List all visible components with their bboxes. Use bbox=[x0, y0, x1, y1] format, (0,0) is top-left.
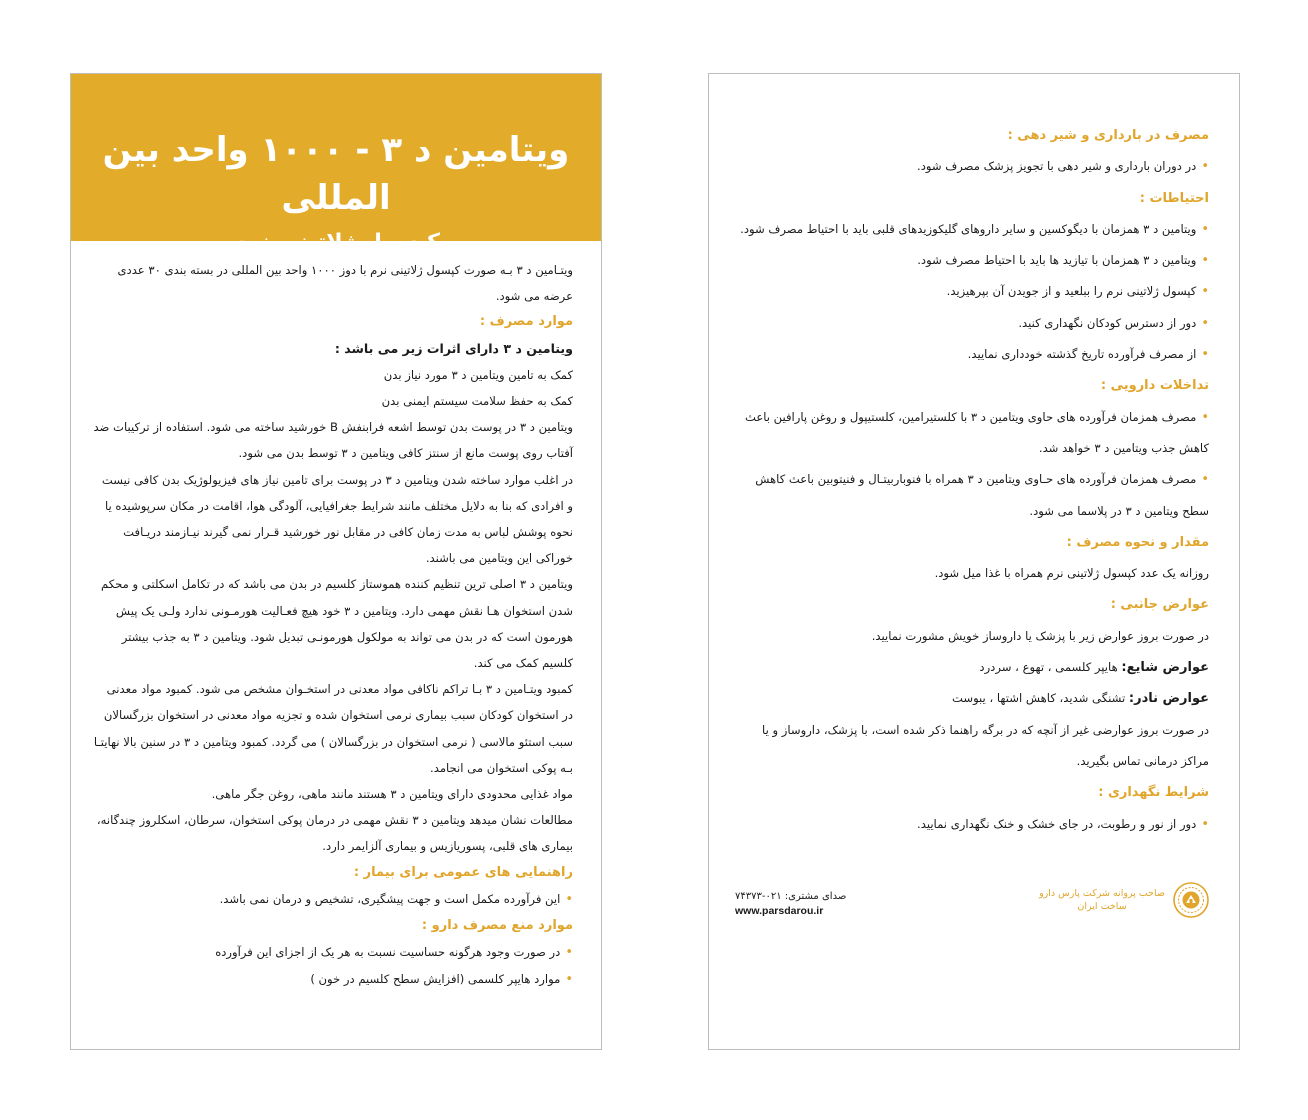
title-banner bbox=[71, 74, 601, 255]
bullet-item: • در دوران بارداری و شیر دهی با تجویز پزشک مصرف شود. bbox=[735, 151, 1209, 182]
bullet-item: • دور از نور و رطوبت، در جای خشک و خنک نگهداری نمایید. bbox=[735, 809, 1209, 840]
section-heading: احتیاطات : bbox=[1139, 190, 1209, 206]
section-heading: موارد مصرف : bbox=[479, 314, 573, 330]
bullet-item: • در صورت وجود هرگونه حساسیت نسبت به هر یک از اجزای این فرآورده bbox=[93, 939, 573, 966]
body-paragraph: مواد غذایی محدودی دارای ویتامین د ۳ هستند مانند ماهی، روغن جگر ماهی. bbox=[211, 787, 573, 802]
leaflet-right-page bbox=[708, 73, 1240, 1050]
bullet-item: • مصرف همزمان فرآورده های حـاوی ویتامین د ۳ همراه با فنوباربیتـال و فنیتوبین باعث کاهش سطح ویتامین د ۳ در پلاسما می شود. bbox=[735, 464, 1209, 527]
body-paragraph: کمک به حفظ سلامت سیستم ایمنی بدن bbox=[381, 394, 573, 409]
body-paragraph: کمبود ویتـامین د ۳ بـا تراکم ناکافی مواد معدنی در استخـوان مشخص می شود. کمبود مواد معدنی در استخوان کودکان سبب بیماری نرمی استخوان شده و تجزیه مواد معدنی در استخوان بزرگسالان سبب استئو مالاسی ( نرمی استخوان در بزرگسالان ) می گردد. کمبود ویتامین د ۳ در سنین بالا نهایتـا بـه پوکی استخوان می انجامد. bbox=[93, 682, 573, 775]
side-effect-label: عوارض نادر: bbox=[1128, 691, 1209, 707]
section-heading: مقدار و نحوه مصرف : bbox=[1066, 534, 1209, 550]
body-paragraph: در صورت بروز عوارض زیر با پزشک یا داروساز خویش مشورت نمایید. bbox=[871, 628, 1209, 643]
contact-info bbox=[735, 890, 846, 918]
bullet-item: • این فرآورده مکمل است و جهت پیشگیری، تشخیص و درمان نمی باشد. bbox=[93, 886, 573, 913]
side-effect-line bbox=[735, 652, 1209, 683]
customer-phone: صدای مشتری: ۰۲۱-۷۴۳۷۳ bbox=[735, 891, 847, 902]
manufacturer-brand bbox=[1039, 882, 1209, 918]
body-paragraph: در اغلب موارد ساخته شدن ویتامین د ۳ در پوست برای تامین نیاز های فیزیولوژیک بدن کافی نیست و افرادی که بنا به دلایل مختلف مانند شرایط جغرافیایی، آلودگی هوا، اقامت در مکان سرپوشیده یا نحوه پوشش لباس به مدت زمان کافی در مقابل نور خورشید قـرار نمی گیرند نیـازمند دریـافت خوراکی این ویتامین می باشند. bbox=[101, 472, 573, 566]
section-lead: ویتامین د ۳ دارای اثرات زیر می باشد : bbox=[334, 340, 573, 356]
body-paragraph: ویتامین د ۳ اصلی ترین تنظیم کننده هموستاز کلسیم در بدن می باشد که در تکامل اسکلتی و محکم شدن استخوان هـا نقش مهمی دارد. ویتامین د ۳ خود هیچ فعـالیت هورمـونی ندارد ولـی یک پیش هورمون است که در بدن می تواند به مولکول هورمونـی تبدیل شود. ویتامین د ۳ به جذب بیشتر کلسیم کمک می کند. bbox=[101, 577, 573, 671]
body-paragraph: در صورت بروز عوارضی غیر از آنچه که در برگه راهنما ذکر شده است، با پزشک، داروساز و یا مراکز درمانی تماس بگیرید. bbox=[762, 722, 1209, 768]
body-paragraph: روزانه یک عدد کپسول ژلاتینی نرم همراه با غذا میل شود. bbox=[934, 566, 1209, 581]
section-heading: راهنمایی های عمومی برای بیمار : bbox=[353, 864, 573, 880]
product-title: ویتامین د ۳ - ۱۰۰۰ واحد بین المللی bbox=[102, 130, 570, 218]
left-body-text bbox=[71, 241, 601, 994]
bullet-item: • ویتامین د ۳ همزمان با تیازید ها باید با احتیاط مصرف شود. bbox=[735, 245, 1209, 276]
body-paragraph: ویتامین د ۳ در پوست بدن توسط اشعه فرابنفش B خورشید ساخته می شود. استفاده از ترکیبات ضد آفتاب روی پوست مانع از سنتز کافی ویتامین د ۳ توسط بدن می شود. bbox=[93, 420, 573, 461]
side-effect-text: هایپر کلسمی ، تهوع ، سردرد bbox=[979, 660, 1118, 675]
body-paragraph: مطالعات نشان میدهد ویتامین د ۳ نقش مهمی در درمان پوکی استخوان، سرطان، اسکلروز چندگانه، بیماری های قلبی، پسوریازیس و بیماری آلزایمر دارد. bbox=[96, 813, 573, 854]
bullet-item: • موارد هایپر کلسمی (افزایش سطح کلسیم در خون ) bbox=[93, 966, 573, 993]
bullet-item: • کپسول ژلاتینی نرم را ببلعید و از جویدن آن بپرهیزید. bbox=[735, 276, 1209, 307]
product-subtitle: کپسول ژلاتینی نرم bbox=[232, 230, 440, 255]
website-link[interactable]: www.parsdarou.ir bbox=[735, 905, 824, 917]
section-heading: عوارض جانبی : bbox=[1110, 597, 1209, 613]
side-effect-line bbox=[735, 683, 1209, 714]
manufacturer-name: صاحب پروانه شرکت پارس دارو bbox=[1039, 888, 1165, 899]
bullet-item: • مصرف همزمان فرآورده های حاوی ویتامین د ۳ با کلستیرامین، کلستیپول و روغن پارافین باعث کاهش جذب ویتامین د ۳ خواهد شد. bbox=[735, 402, 1209, 465]
section-heading: مصرف در بارداری و شیر دهی : bbox=[1007, 128, 1209, 143]
section-heading: شرایط نگهداری : bbox=[1098, 785, 1209, 801]
leaflet-footer bbox=[735, 882, 1209, 926]
body-paragraph: ویتـامین د ۳ بـه صورت کپسول ژلاتینی نرم با دوز ۱۰۰۰ واحد بین المللی در بسته بندی ۳۰ عددی عرضه می شود. bbox=[117, 263, 573, 304]
right-body-text bbox=[709, 74, 1239, 840]
leaflet-left-page bbox=[70, 73, 602, 1050]
section-heading: تداخلات دارویی : bbox=[1100, 378, 1209, 394]
bullet-item: • ویتامین د ۳ همزمان با دیگوکسین و سایر داروهای گلیکوزیدهای قلبی باید با احتیاط مصرف شود. bbox=[735, 214, 1209, 245]
side-effect-label: عوارض شایع: bbox=[1121, 660, 1209, 676]
pars-darou-logo-icon bbox=[1173, 882, 1209, 918]
body-paragraph: کمک به تامین ویتامین د ۳ مورد نیاز بدن bbox=[383, 367, 573, 382]
side-effect-text: تشنگی شدید، کاهش اشتها ، یبوست bbox=[951, 691, 1126, 706]
section-heading: موارد منع مصرف دارو : bbox=[421, 918, 573, 934]
bullet-item: • از مصرف فرآورده تاریخ گذشته خودداری نمایید. bbox=[735, 339, 1209, 370]
bullet-item: • دور از دسترس کودکان نگهداری کنید. bbox=[735, 308, 1209, 339]
made-in-label: ساخت ایران bbox=[1077, 901, 1127, 912]
